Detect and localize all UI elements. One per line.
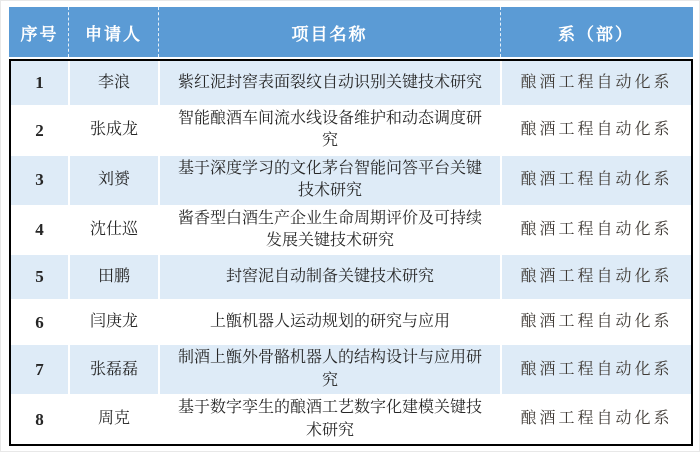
table-row [11,155,691,205]
cell-project: 酱香型白酒生产企业生命周期评价及可持续发展关键技术研究 [158,206,500,255]
cell-department: 酿酒工程自动化系 [500,300,691,344]
table-row [11,254,691,299]
cell-project: 封窖泥自动制备关键技术研究 [158,255,500,299]
table-row [11,344,691,394]
cell-department: 酿酒工程自动化系 [500,61,691,105]
cell-department: 酿酒工程自动化系 [500,206,691,255]
cell-department: 酿酒工程自动化系 [500,395,691,444]
projects-table [9,7,693,446]
table-row [11,394,691,444]
table-row [11,105,691,155]
cell-project: 上甑机器人运动规划的研究与应用 [158,300,500,344]
cell-applicant: 田鹏 [68,255,158,299]
cell-project: 基于数字孪生的酿酒工艺数字化建模关键技术研究 [158,395,500,444]
cell-department: 酿酒工程自动化系 [500,156,691,205]
column-header-project: 项目名称 [158,7,500,57]
cell-department: 酿酒工程自动化系 [500,345,691,394]
cell-index: 5 [35,267,44,287]
cell-project: 制酒上甑外骨骼机器人的结构设计与应用研究 [158,345,500,394]
cell-applicant: 张磊磊 [68,345,158,394]
cell-index: 8 [35,409,44,429]
column-header-department: 系（部） [500,7,691,57]
cell-index: 6 [35,312,44,332]
cell-department: 酿酒工程自动化系 [500,255,691,299]
column-header-index: 序号 [20,24,59,44]
cell-project: 基于深度学习的文化茅台智能问答平台关键技术研究 [158,156,500,205]
cell-index: 2 [35,120,44,140]
cell-applicant: 闫庚龙 [68,300,158,344]
cell-index: 3 [35,170,44,190]
table-row [11,61,691,105]
cell-applicant: 李浪 [68,61,158,105]
cell-index: 4 [35,220,44,240]
table-header-row [9,7,693,57]
cell-applicant: 张成龙 [68,106,158,155]
cell-department: 酿酒工程自动化系 [500,106,691,155]
cell-applicant: 沈仕巡 [68,206,158,255]
column-header-applicant: 申请人 [68,7,158,57]
cell-applicant: 刘赟 [68,156,158,205]
cell-index: 1 [35,73,44,93]
cell-project: 智能酿酒车间流水线设备维护和动态调度研究 [158,106,500,155]
cell-applicant: 周克 [68,395,158,444]
cell-project: 紫红泥封窖表面裂纹自动识别关键技术研究 [158,61,500,105]
cell-index: 7 [35,359,44,379]
table-row [11,299,691,344]
table-row [11,205,691,255]
table-body [9,59,693,446]
